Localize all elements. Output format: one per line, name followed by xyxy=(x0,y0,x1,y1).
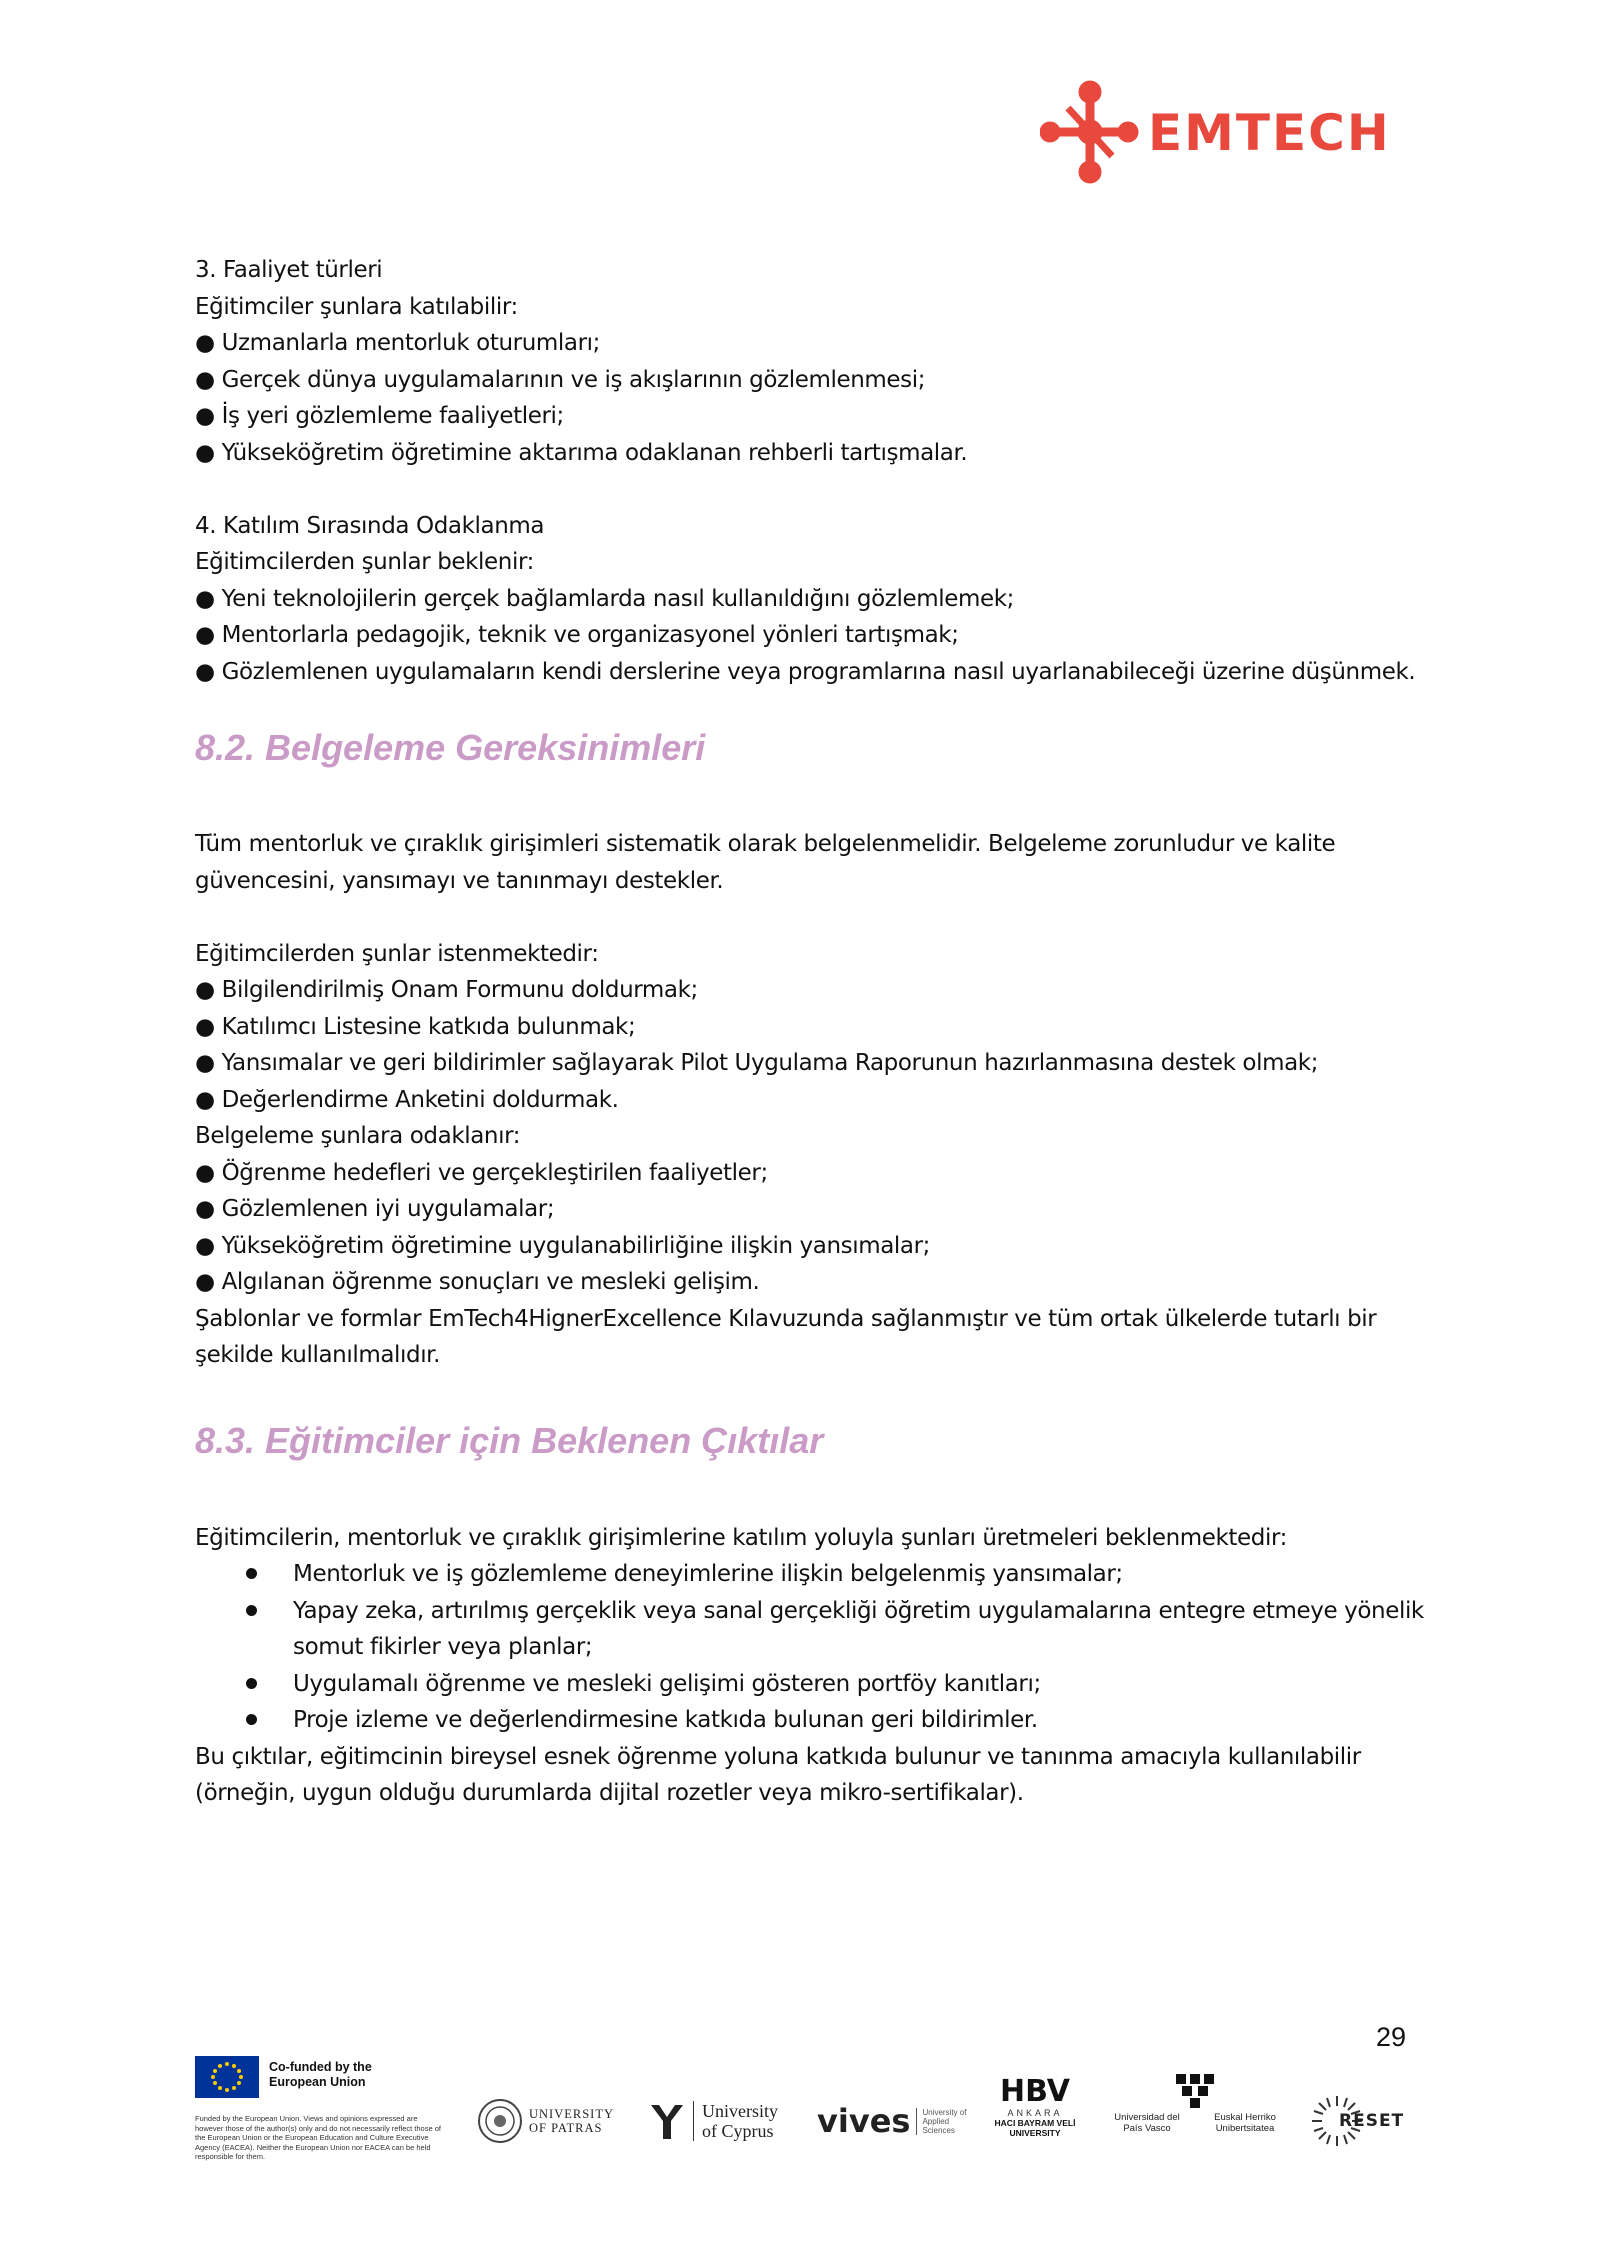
upv-emblem-icon xyxy=(1168,2070,1224,2112)
list-item: ● Değerlendirme Anketini doldurmak. xyxy=(195,1086,619,1113)
list-item: ● Uzmanlarla mentorluk oturumları; xyxy=(195,330,600,356)
documentation-intro: Eğitimcilerden şunlar istenmektedir: xyxy=(195,940,599,967)
outputs-list xyxy=(195,1556,1425,1739)
list-item: ● Yükseköğretim öğretimine aktarıma odaklanan rehberli tartışmalar. xyxy=(195,439,968,466)
list-item: ● Yükseköğretim öğretimine uygulanabilirliğine ilişkin yansımalar; xyxy=(195,1232,930,1259)
outputs-closing: Bu çıktılar, eğitimcinin bireysel esnek öğrenme yoluna katkıda bulunur ve tanınma amacıyla kullanılabilir (örneğin, uygun olduğu durumlarda dijital rozetler veya mikro-sertifikalar). xyxy=(195,1743,1361,1806)
list-item: ● Öğrenme hedefleri ve gerçekleştirilen faaliyetler; xyxy=(195,1159,768,1186)
molecule-icon xyxy=(1040,78,1140,188)
documentation-paragraph: Tüm mentorluk ve çıraklık girişimleri sistematik olarak belgelenmelidir. Belgeleme zorunludur ve kalite güvencesini, yansımayı ve tanınmayı destekler. xyxy=(195,831,1336,894)
documentation-closing: Şablonlar ve formlar EmTech4HignerExcellence Kılavuzunda sağlanmıştır ve tüm ortak ülkelerde tutarlı bir şekilde kullanılmalıdır. xyxy=(195,1305,1377,1368)
list-item: ● Gözlemlenen uygulamaların kendi derslerine veya programlarına nasıl uyarlanabileceği üzerine düşünmek. xyxy=(195,658,1416,685)
reset-wordmark: RESET xyxy=(1339,2111,1405,2131)
list-item: ● Yansımalar ve geri bildirimler sağlayarak Pilot Uygulama Raporunun hazırlanmasına destek olmak; xyxy=(195,1050,1319,1076)
list-item: Uygulamalı öğrenme ve mesleki gelişimi gösteren portföy kanıtları; xyxy=(245,1666,1425,1703)
section-4-intro: Eğitimcilerden şunlar beklenir: xyxy=(195,549,534,575)
vives-wordmark: vives xyxy=(817,2102,911,2140)
partner-vives-logo xyxy=(817,2086,968,2156)
partner-reset-logo xyxy=(1309,2086,1404,2156)
section-4-title: 4. Katılım Sırasında Odaklanma xyxy=(195,512,545,539)
footer xyxy=(195,2056,1425,2206)
eu-cofunded-label: Co-funded by the European Union xyxy=(269,2060,372,2089)
documentation-focus-intro: Belgeleme şunlara odaklanır: xyxy=(195,1123,521,1149)
list-item: ● Yeni teknolojilerin gerçek bağlamlarda nasıl kullanıldığını gözlemlemek; xyxy=(195,585,1014,612)
patras-seal-icon xyxy=(477,2098,523,2144)
partner-patras-logo xyxy=(477,2086,624,2156)
list-item: Yapay zeka, artırılmış gerçeklik veya sanal gerçekliği öğretim uygulamalarına entegre etmeye yönelik somut fikirler veya planlar; xyxy=(245,1593,1425,1666)
list-item: Mentorluk ve iş gözlemleme deneyimlerine ilişkin belgelenmiş yansımalar; xyxy=(245,1556,1425,1593)
eu-disclaimer: Funded by the European Union. Views and opinions expressed are however those of the author(s) only and do not necessarily reflect those of the European Union or the European Education and Culture Executive Agency (EACEA). Neither the European Union nor EACEA can be held responsible for them. xyxy=(195,2114,441,2161)
list-item: ● İş yeri gözlemleme faaliyetleri; xyxy=(195,403,564,429)
outputs-intro: Eğitimcilerin, mentorluk ve çıraklık girişimlerine katılım yoluyla şunları üretmeleri beklenmektedir: xyxy=(195,1524,1287,1551)
brand-name: EMTECH xyxy=(1148,104,1391,162)
eu-flag-icon xyxy=(195,2056,259,2098)
hbv-name: HACI BAYRAM VELİ UNIVERSITY xyxy=(994,2118,1076,2138)
document-body xyxy=(195,252,1425,1812)
list-item: ● Katılımcı Listesine katkıda bulunmak; xyxy=(195,1013,636,1040)
partner-cyprus-logo xyxy=(647,2086,778,2156)
cyprus-emblem-icon xyxy=(647,2099,687,2143)
hbv-mark: HBV xyxy=(1000,2074,1070,2109)
list-item: ● Gözlemlenen iyi uygulamalar; xyxy=(195,1196,555,1222)
list-item: ● Mentorlarla pedagojik, teknik ve organizasyonel yönleri tartışmak; xyxy=(195,622,959,648)
section-3-title: 3. Faaliyet türleri xyxy=(195,257,383,283)
cyprus-name-line2: of Cyprus xyxy=(702,2121,774,2141)
partner-hbv-logo xyxy=(980,2076,1090,2146)
list-item: ● Algılanan öğrenme sonuçları ve mesleki gelişim. xyxy=(195,1269,760,1295)
patras-name: UNIVERSITY OF PATRAS xyxy=(529,2107,614,2135)
cyprus-name-line1: University xyxy=(702,2101,778,2121)
page-number: 29 xyxy=(1376,2022,1407,2052)
upv-name-es: Universidad del País Vasco xyxy=(1114,2112,1180,2134)
list-item: ● Bilgilendirilmiş Onam Formunu doldurmak; xyxy=(195,977,698,1003)
hbv-city: ANKARA xyxy=(1007,2108,1063,2118)
list-item: ● Gerçek dünya uygulamalarının ve iş akışlarının gözlemlenmesi; xyxy=(195,366,926,393)
vives-subtitle: University of Applied Sciences xyxy=(916,2108,968,2135)
section-heading-8-3: 8.3. Eğitimciler için Beklenen Çıktılar xyxy=(195,1419,824,1461)
emtech-logo xyxy=(1040,78,1391,188)
partner-upv-logo xyxy=(1107,2070,1285,2140)
section-heading-8-2: 8.2. Belgeleme Gereksinimleri xyxy=(195,727,706,768)
list-item: Proje izleme ve değerlendirmesine katkıda bulunan geri bildirimler. xyxy=(245,1702,1425,1739)
section-3-intro: Eğitimciler şunlara katılabilir: xyxy=(195,293,518,320)
upv-name-eu: Euskal Herriko Unibertsitatea xyxy=(1214,2112,1276,2134)
